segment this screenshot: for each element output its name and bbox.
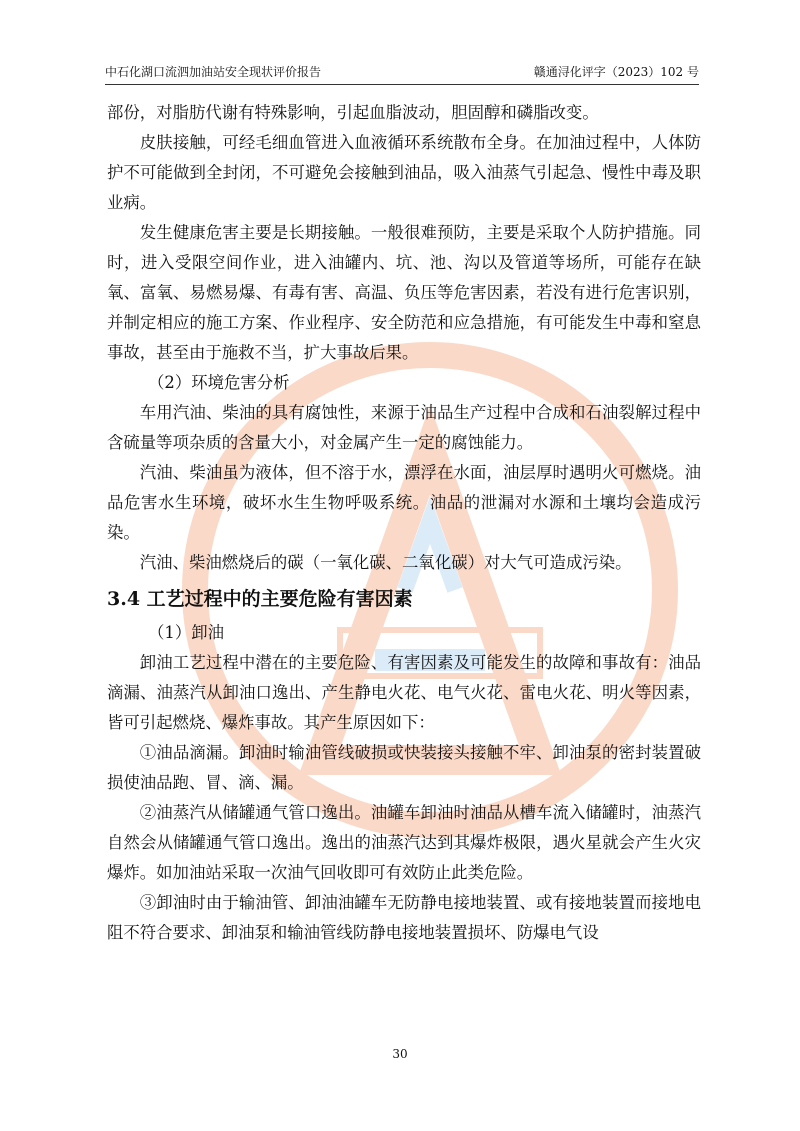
subheading-environment: （2）环境危害分析 <box>148 373 290 392</box>
paragraph-item-1: ①油品滴漏。卸油时输油管线破损或快装接头接触不牢、卸油泵的密封装置破损使油品跑、冒、滴、漏。 <box>107 743 701 792</box>
paragraph-item-2: ②油蒸汽从储罐通气管口逸出。油罐车卸油时油品从槽车流入储罐时，油蒸汽自然会从储罐通气管口逸出。逸出的油蒸汽达到其爆炸极限，遇火星就会产生火灾爆炸。如加油站采取一次油气回收即可有效防止此类危险。 <box>107 803 701 882</box>
subheading-unloading: （1）卸油 <box>148 623 224 642</box>
header-report-title: 中石化湖口流泗加油站安全现状评价报告 <box>105 65 322 79</box>
header-report-number: 赣通浔化评字（2023）102 号 <box>533 65 699 79</box>
paragraph-water-pollution: 汽油、柴油虽为液体，但不溶于水，漂浮在水面，油层厚时遇明火可燃烧。油品危害水生环境，破坏水生生物呼吸系统。油品的泄漏对水源和土壤均会造成污染。 <box>107 463 701 542</box>
page-number: 30 <box>392 1047 408 1061</box>
paragraph-continuation: 部份，对脂肪代谢有特殊影响，引起血脂波动，胆固醇和磷脂改变。 <box>107 103 599 122</box>
paragraph-health-hazard: 发生健康危害主要是长期接触。一般很难预防，主要是采取个人防护措施。同时，进入受限空间作业，进入油罐内、坑、池、沟以及管道等场所，可能存在缺氧、富氧、易燃易爆、有毒有害、高温、负压等危害因素，若没有进行危害识别，并制定相应的施工方案、作业程序、安全防范和应急措施，有可能发生中毒和窒息事故，甚至由于施救不当，扩大事故后果。 <box>107 223 701 362</box>
document-body <box>107 98 701 948</box>
paragraph-skin-contact: 皮肤接触，可经毛细血管进入血液循环系统散布全身。在加油过程中，人体防护不可能做到全封闭，不可避免会接触到油品，吸入油蒸气引起急、慢性中毒及职业病。 <box>107 133 701 212</box>
paragraph-unloading-intro: 卸油工艺过程中潜在的主要危险、有害因素及可能发生的故障和事故有：油品滴漏、油蒸汽从卸油口逸出、产生静电火花、电气火花、雷电火花、明火等因素，皆可引起燃烧、爆炸事故。其产生原因如下： <box>107 653 701 732</box>
paragraph-corrosion: 车用汽油、柴油的具有腐蚀性，来源于油品生产过程中合成和石油裂解过程中含硫量等项杂质的含量大小，对金属产生一定的腐蚀能力。 <box>107 403 701 452</box>
page-header <box>105 64 699 85</box>
paragraph-item-3: ③卸油时由于输油管、卸油油罐车无防静电接地装置、或有接地装置而接地电阻不符合要求、卸油泵和输油管线防静电接地装置损坏、防爆电气设 <box>107 893 701 942</box>
section-heading: 3.4 工艺过程中的主要危险有害因素 <box>107 588 413 610</box>
paragraph-air-pollution: 汽油、柴油燃烧后的碳（一氧化碳、二氧化碳）对大气可造成污染。 <box>139 553 632 572</box>
